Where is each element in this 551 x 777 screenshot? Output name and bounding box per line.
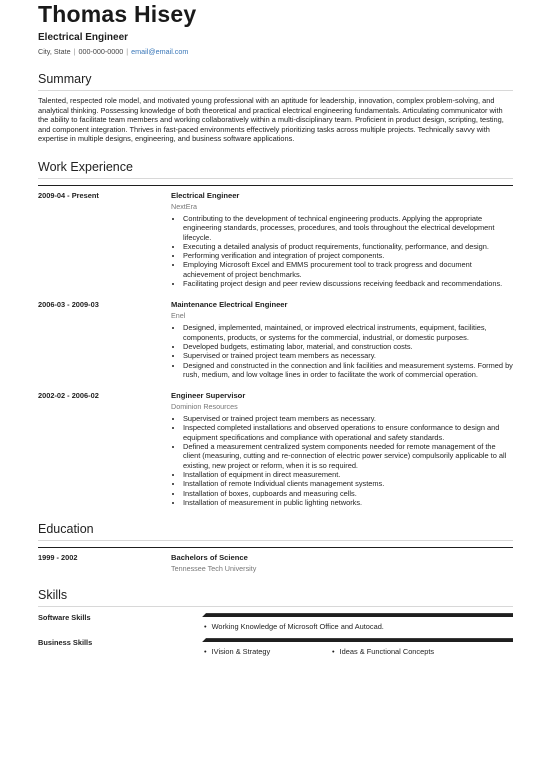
skill-item <box>204 647 332 657</box>
contact-separator: | <box>126 47 129 56</box>
skill-item <box>332 647 460 657</box>
job-bullets <box>171 323 513 379</box>
job-bullet: • Developed budgets, estimating labor, material, and construction costs. <box>183 342 513 351</box>
job-bullet: • Employing Microsoft Excel and EMMS procurement tool to track progress and document achievement of project benchmarks. <box>183 260 513 279</box>
job-dates: 2002-02 - 2006-02 <box>38 391 99 401</box>
job-bullet: • Defined a measurement centralized system components needed for remote management of the client (measuring, cutting and re-connection of electric power service) compulsorily applicable to all existing, new project or reform, when it is so required. <box>183 442 513 470</box>
job-body <box>171 191 513 288</box>
job-bullet: • Installation of equipment in direct measurement. <box>183 470 513 479</box>
work-experience-heading: Work Experience <box>38 159 513 179</box>
contact-separator: | <box>73 47 76 56</box>
skill-group <box>38 613 513 632</box>
job-bullet: • Inspected completed installations and observed operations to ensure conformance to design and equipment specifications and compliance with operational and safety standards. <box>183 423 513 442</box>
education-degree: Bachelors of Science <box>171 553 248 563</box>
job-body <box>171 300 513 379</box>
skill-level-bar <box>202 638 513 642</box>
contact-line <box>38 47 513 57</box>
job-role: Engineer Supervisor <box>171 391 246 401</box>
bullet-icon: • <box>204 622 207 632</box>
skill-items-row <box>171 647 513 657</box>
skill-level-bar <box>202 613 513 617</box>
job-bullet: • Contributing to the development of technical engineering products. Applying the appropriate engineering standards, processes, procedures, and tools throughout the electrical development lifecycle. <box>183 214 513 242</box>
job-dates: 2009-04 - Present <box>38 190 99 200</box>
skills-list <box>38 613 513 657</box>
skill-items-row <box>171 622 513 632</box>
job-bullet: • Executing a detailed analysis of product requirements, functionality, performance, and design. <box>183 242 513 251</box>
job-bullet: • Supervised or trained project team members as necessary. <box>183 414 513 423</box>
skill-item-text: IVision & Strategy <box>211 647 271 657</box>
skill-group-items <box>171 638 513 657</box>
job-bullet: • Performing verification and integration of project components. <box>183 251 513 260</box>
job-body <box>171 391 513 507</box>
skill-item-text: Working Knowledge of Microsoft Office and Autocad. <box>211 622 384 632</box>
job-bullets <box>171 414 513 507</box>
job-organization: NextEra <box>171 201 197 211</box>
skill-group-items <box>171 613 513 632</box>
education-heading: Education <box>38 521 513 541</box>
summary-heading: Summary <box>38 71 513 91</box>
contact-phone: 000-000-0000 <box>78 47 124 56</box>
job-entry <box>38 185 513 288</box>
contact-location: City, State <box>38 47 71 56</box>
job-organization: Enel <box>171 311 186 321</box>
job-entry <box>38 300 513 379</box>
education-body <box>171 553 513 574</box>
job-bullet: • Supervised or trained project team members as necessary. <box>183 351 513 360</box>
candidate-title: Electrical Engineer <box>38 32 129 43</box>
job-organization: Dominion Resources <box>171 402 238 412</box>
job-role: Electrical Engineer <box>171 190 240 200</box>
skill-group <box>38 638 513 657</box>
job-dates: 2006-03 - 2009-03 <box>38 300 99 310</box>
bullet-icon: • <box>332 647 335 657</box>
work-experience-list <box>38 185 513 507</box>
job-bullet: • Designed and constructed in the connection and link facilities and measurement systems. Formed by rush, medium, and low voltage lines in order to facilitate the work of commercial operation. <box>183 361 513 380</box>
job-bullet: • Designed, implemented, maintained, or improved electrical instruments, equipment, facilities, components, products, or systems for the commercial, industrial, or domestic purposes. <box>183 323 513 342</box>
candidate-name: Thomas Hisey <box>38 1 197 27</box>
skill-group-label: Business Skills <box>38 638 93 648</box>
contact-email-link[interactable]: email@email.com <box>131 47 189 56</box>
summary-text: Talented, respected role model, and motivated young professional with an aptitude for leadership, innovation, complex problem-solving, and analytical thinking. Possessing knowledge of both theoretical and practical electrical engineering fundamentals. Articulating communicator with the ability to facilitate team members and working collaboratively within a multi-disciplinary team. Proficient in product design, scripting, testing, and component integration. Thrives in fast-paced environments effectively prioritizing tasks across multiple projects. Technically savvy with expertise in multiple designs, engineering, and business software applications. <box>38 96 504 144</box>
job-role: Maintenance Electrical Engineer <box>171 300 288 310</box>
skill-group-label: Software Skills <box>38 613 91 623</box>
skill-item <box>204 622 384 632</box>
job-entry <box>38 391 513 507</box>
education-school: Tennessee Tech University <box>171 564 257 574</box>
job-bullet: • Facilitating project design and peer review discussions receiving feedback and recommendations. <box>183 279 513 288</box>
job-bullet: • Installation of remote Individual clients management systems. <box>183 479 513 488</box>
education-list <box>38 547 513 574</box>
education-dates: 1999 - 2002 <box>38 553 78 563</box>
skill-item-text: Ideas & Functional Concepts <box>339 647 435 657</box>
skills-heading: Skills <box>38 587 513 607</box>
job-bullet: • Installation of measurement in public lighting networks. <box>183 498 513 507</box>
job-bullets <box>171 214 513 288</box>
bullet-icon: • <box>204 647 207 657</box>
job-bullet: • Installation of boxes, cupboards and measuring cells. <box>183 489 513 498</box>
education-entry <box>38 547 513 574</box>
